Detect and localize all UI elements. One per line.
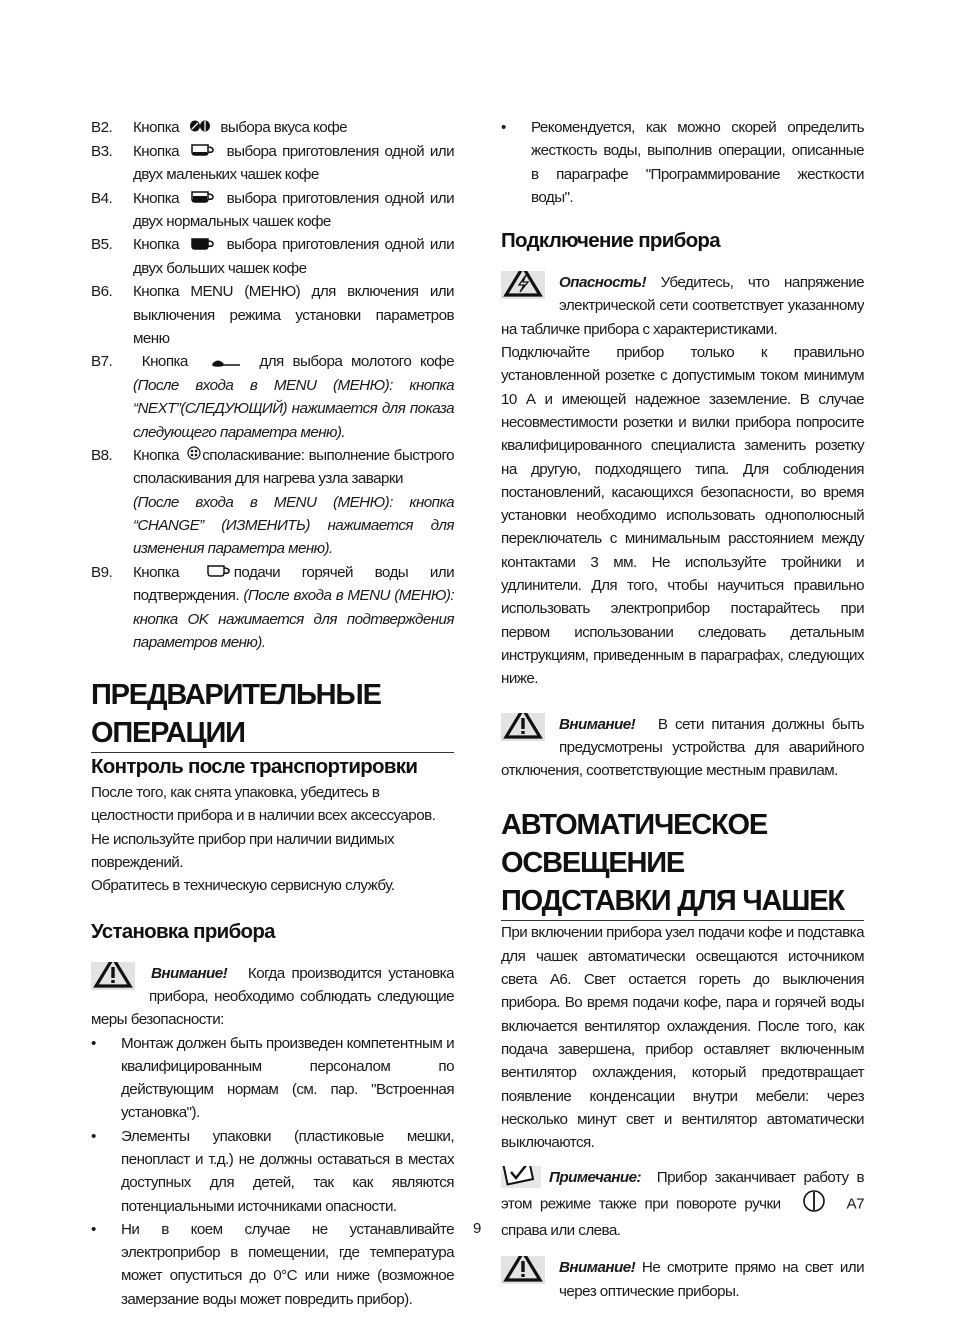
item-prefix: Кнопка — [133, 142, 180, 160]
item-note: (После входа в MENU (МЕНЮ): кнопка “CHANGE” (ИЗМЕНИТЬ) нажимается для изменения параметра меню). — [133, 493, 454, 558]
button-item-b7 — [91, 350, 454, 444]
warning-triangle-icon — [91, 962, 135, 990]
subsection-title: Подключение прибора — [501, 229, 720, 253]
note-text: Прибор заканчивает работу в этом режиме также при повороте ручки — [501, 1169, 864, 1213]
item-text: споласкивание: выполнение быстрого споласкивания для нагрева узла заварки — [133, 446, 454, 488]
button-item-b9 — [91, 561, 454, 655]
rinse-icon — [187, 444, 201, 467]
item-label: B9. — [91, 563, 113, 581]
button-item-b5 — [91, 233, 454, 280]
item-prefix: Кнопка — [133, 563, 180, 581]
bullet-text: Монтаж должен быть произведен компетентным и квалифицированным персоналом по действующим нормам (см. пар. "Встроенная установка"). — [121, 1034, 454, 1122]
warning-text: Не смотрите прямо на свет или через оптические приборы. — [559, 1259, 864, 1300]
list-item: • Рекомендуется, как можно скорей определить жесткость воды, выполнив операции, описанные в параграфе "Программирование жесткости воды". — [501, 116, 864, 209]
button-item-b2 — [91, 116, 454, 140]
item-prefix: Кнопка — [141, 353, 188, 371]
warning-block — [91, 962, 454, 1032]
danger-block — [501, 271, 864, 341]
page-number: 9 — [473, 1220, 482, 1237]
item-prefix: Кнопка — [133, 236, 180, 254]
note-text-end: A7 справа или слева. — [501, 1195, 864, 1239]
warning-block — [501, 1256, 864, 1303]
right-column — [501, 116, 864, 1303]
item-label: B2. — [91, 119, 113, 136]
note-block — [501, 1166, 864, 1242]
hot-water-cup-icon — [207, 561, 231, 584]
paragraph: После того, как снята упаковка, убедитесь в целостности прибора и в наличии всех аксессуаров. Не используйте прибор при наличии видимых повреждений. — [91, 784, 436, 872]
warning-label: Внимание! — [559, 1259, 636, 1277]
section-title-line1: АВТОМАТИЧЕСКОЕ ОСВЕЩЕНИЕ — [501, 809, 768, 880]
item-note: (После входа в MENU (МЕНЮ): кнопка OK нажимается для подтверждения параметров меню). — [133, 587, 454, 651]
danger-label: Опасность! — [559, 274, 646, 292]
item-label: B8. — [91, 446, 113, 464]
item-label: B7. — [91, 353, 113, 371]
item-label: B4. — [91, 189, 113, 207]
warning-triangle-icon — [501, 1256, 545, 1284]
item-prefix: Кнопка — [133, 119, 180, 136]
item-text: Кнопка MENU (МЕНЮ) для включения или выключения режима установки параметров меню — [133, 283, 454, 347]
left-column — [91, 116, 454, 1311]
item-label: B3. — [91, 142, 113, 160]
paragraph: При включении прибора узел подачи кофе и подставка для чашек автоматически освещаются источником света A6. Свет остается гореть до выключения прибора. Во время подачи кофе, пара и горячей воды включается вентилятор охлаждения. После того, как подача завершена, прибор оставляет включенным вентилятор охлаждения, который предотвращает появление конденсации внутри мебели: через несколько минут свет и вентилятор автоматически выключаются. — [501, 924, 864, 1152]
warning-text: Когда производится установка прибора, необходимо соблюдать следующие меры безопасности: — [91, 964, 454, 1029]
item-prefix: Кнопка — [133, 189, 180, 207]
item-text: выбора вкуса кофе — [220, 119, 348, 136]
bullet-text: Ни в коем случае не устанавливайте электроприбор в помещении, где температура может опуститься до 0°C или ниже (возможное замерзание воды может повредить прибор). — [121, 1220, 454, 1308]
item-label: B5. — [91, 236, 113, 254]
item-text: выбора приготовления одной или двух нормальных чашек кофе — [133, 189, 455, 231]
danger-text: Убедитесь, что напряжение электрической сети соответствует указанному на табличке прибора с характеристиками. — [501, 274, 864, 338]
knob-icon — [801, 1190, 827, 1219]
button-item-b4 — [91, 187, 454, 234]
warning-text: В сети питания должны быть предусмотрены устройства для аварийного отключения, соответствующие местным правилам. — [501, 715, 864, 780]
ground-coffee-scoop-icon — [211, 351, 241, 374]
item-text: подачи горячей воды или подтверждения. — [133, 563, 454, 605]
item-text: выбора приготовления одной или двух маленьких чашек кофе — [133, 142, 455, 184]
paragraph: Подключайте прибор только к правильно установленной розетке с допустимым током минимум 10 А и имеющей надежное заземление. В случае несовместимости розетки и вилки прибора попросите квалифицированного специалиста заменить розетку на другую, подходящего типа. Для соблюдения постановлений, касающихся безопасности, во время установки необходимо использовать однополюсный переключатель с минимальным расстоянием между контактами 3 мм. Не используйте тройники и удлинители. Для того, чтобы научиться правильно использовать электроприбор постарайтесь при первом использовании следовать детальным инструкциям, приведенным в параграфах, следующих ниже. — [501, 344, 864, 688]
warning-triangle-icon — [501, 713, 545, 741]
list-item: • Элементы упаковки (пластиковые мешки, пенопласт и т.д.) не должны оставаться в местах доступных для детей, так как являются потенциальными источниками опасности. — [91, 1125, 454, 1218]
item-note: (После входа в MENU (МЕНЮ): кнопка “NEXT”(СЛЕДУЮЩИЙ) нажимается для показа следующего параметра меню). — [133, 376, 454, 441]
button-item-b8 — [91, 444, 454, 561]
note-label: Примечание: — [549, 1169, 641, 1187]
button-item-b6 — [91, 280, 454, 350]
paragraph: Обратитесь в техническую сервисную службу. — [91, 877, 395, 895]
subsection-title: Установка прибора — [91, 919, 275, 943]
warning-block — [501, 713, 864, 783]
item-text: для выбора молотого кофе — [259, 353, 455, 371]
section-title: ПРЕДВАРИТЕЛЬНЫЕ ОПЕРАЦИИ — [91, 676, 454, 753]
warning-label: Внимание! — [151, 964, 228, 982]
item-prefix: Кнопка — [133, 446, 180, 464]
medium-cup-icon — [191, 187, 215, 210]
large-cup-icon — [191, 234, 215, 257]
notepad-note-icon — [501, 1166, 541, 1188]
bullet-text: Элементы упаковки (пластиковые мешки, пенопласт и т.д.) не должны оставаться в местах доступных для детей, так как являются потенциальными источниками опасности. — [121, 1127, 454, 1215]
item-text: выбора приготовления одной или двух больших чашек кофе — [133, 236, 455, 278]
coffee-beans-icon — [189, 116, 211, 139]
list-item: • Ни в коем случае не устанавливайте электроприбор в помещении, где температура может опуститься до 0°C или ниже (возможное замерзание воды может повредить прибор). — [91, 1218, 454, 1311]
item-label: B6. — [91, 283, 113, 301]
subsection-title: Контроль после транспортировки — [91, 755, 418, 779]
bullet-text: Рекомендуется, как можно скорей определить жесткость воды, выполнив операции, описанные в параграфе "Программирование жесткости воды". — [531, 119, 864, 206]
section-title-line2: ПОДСТАВКИ ДЛЯ ЧАШЕК — [501, 882, 864, 921]
small-cup-icon — [191, 140, 215, 163]
electric-hazard-icon — [501, 271, 545, 299]
list-item: • Монтаж должен быть произведен компетентным и квалифицированным персоналом по действующим нормам (см. пар. "Встроенная установка"). — [91, 1032, 454, 1125]
warning-label: Внимание! — [559, 715, 636, 733]
button-item-b3 — [91, 140, 454, 187]
